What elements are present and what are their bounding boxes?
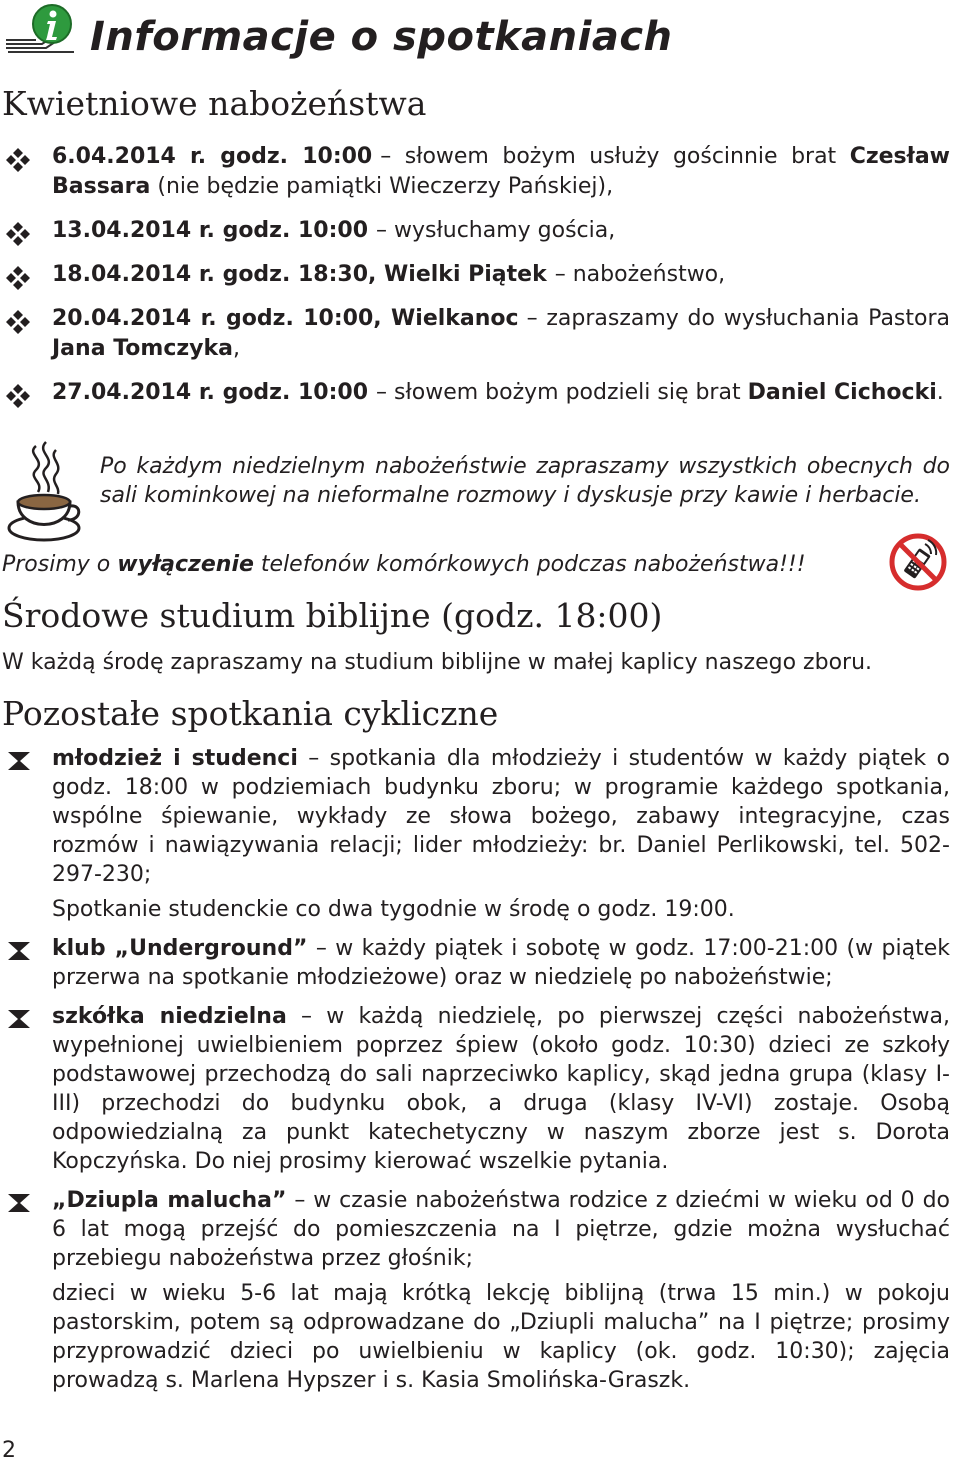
meeting-description: – w każdy piątek i sobotę w godz. 17:00-21:00 (w piątek przerwa na spotkanie młodzieżowe) oraz w niedzielę po nabożeństwie; [52, 936, 950, 990]
date-time: 13.04.2014 r. godz. 10:00 [52, 218, 369, 243]
item-description: – nabożeństwo, [554, 262, 726, 287]
item-description-cont: . [936, 380, 944, 405]
meeting-description: – w każdą niedzielę, po pierwszej części nabożeństwa, wypełnionej uwielbieniem poprzez śpiew (około godz. 10:30) dzieci ze szkoły podstawowej przechodzą do sali naprzeciwko kaplicy, skąd jedna grupa (klasy I-III) przechodzi do budynku obok, a druga (klasy IV-VI) zostaje. Osobą odpowiedzialną za punkt katechetyczny w naszym zborze jest s. Dorota Kopczyńska. Do niej prosimy kierować wszelkie pytania. [52, 1004, 950, 1174]
list-item [0, 304, 960, 364]
coffee-note: Po każdym niedzielnym nabożeństwie zapraszamy wszystkich obecnych do sali kominkowej na nieformalne rozmowy i dyskusje przy kawie i herbacie. [100, 454, 950, 508]
person-name: Jana Tomczyka [52, 336, 233, 361]
person-name: Czesław Bassara [52, 144, 950, 199]
wednesday-text: W każdą środę zapraszamy na studium biblijne w małej kaplicy naszego zboru. [2, 650, 873, 675]
other-section-title: Pozostałe spotkania cykliczne [2, 694, 499, 733]
item-description-cont: (nie będzie pamiątki Wieczerzy Pańskiej), [157, 174, 614, 199]
list-item [0, 378, 960, 408]
diamond-bullet-icon [2, 220, 34, 248]
diamond-bullet-icon [2, 264, 34, 292]
meeting-extra: Spotkanie studenckie co dwa tygodnie w środę o godz. 19:00. [52, 897, 735, 922]
no-phone-icon [888, 532, 948, 592]
meeting-name: klub „Underground” [52, 936, 308, 961]
item-description: – słowem bożym podzieli się brat [376, 380, 741, 405]
date-time: 27.04.2014 r. godz. 10:00 [52, 380, 369, 405]
date-time: 6.04.2014 r. godz. 10:00 [52, 144, 373, 169]
header [0, 0, 960, 80]
list-item [0, 260, 960, 290]
page-number: 2 [2, 1438, 16, 1463]
phone-note [2, 550, 882, 580]
meeting-name: szkółka niedzielna [52, 1004, 287, 1029]
list-item-nest [0, 1186, 960, 1395]
hourglass-bullet-icon [6, 1192, 32, 1214]
item-description: – zapraszamy do wysłuchania Pastora [526, 306, 950, 331]
list-item [0, 142, 960, 202]
meeting-name: „Dziupla malucha” [52, 1188, 287, 1213]
meeting-description: – spotkania dla młodzieży i studentów w każdy piątek o godz. 18:00 w podziemiach budynku zboru; w programie każdego spotkania, wspólne śpiewanie, wykłady ze słowa bożego, zabawy integracyjne, czas rozmów i nawiązywania relacji; lider młodzieży: br. Daniel Perlikowski, tel. 502-297-230; [52, 746, 950, 887]
list-item [0, 216, 960, 246]
list-item-school [0, 1002, 960, 1176]
diamond-bullet-icon [2, 382, 34, 410]
hourglass-bullet-icon [6, 1008, 32, 1030]
other-list [0, 744, 960, 1405]
person-name: Daniel Cichocki [747, 380, 937, 405]
date-time: 18.04.2014 r. godz. 18:30, Wielki Piątek [52, 262, 547, 287]
phone-note-emphasis: wyłączenie [117, 552, 254, 577]
item-description: – słowem bożym usłuży gościnnie brat [380, 144, 837, 169]
info-icon [2, 2, 82, 62]
easter-section-title: Kwietniowe nabożeństwa [2, 84, 427, 123]
wednesday-section-title: Środowe studium biblijne (godz. 18:00) [2, 596, 663, 635]
easter-list [0, 142, 960, 422]
item-description-cont: , [232, 336, 240, 361]
date-time: 20.04.2014 r. godz. 10:00, Wielkanoc [52, 306, 519, 331]
hourglass-bullet-icon [6, 940, 32, 962]
hourglass-bullet-icon [6, 750, 32, 772]
meeting-description: – w czasie nabożeństwa rodzice z dziećmi w wieku od 0 do 6 lat mogą przejść do pomieszczenia na I piętrze, gdzie można wysłuchać przebiegu nabożeństwa przez głośnik; [52, 1188, 950, 1271]
diamond-bullet-icon [2, 308, 34, 336]
diamond-bullet-icon [2, 146, 34, 174]
item-description: – wysłuchamy gościa, [376, 218, 616, 243]
phone-note-post: telefonów komórkowych podczas nabożeństwa!!! [260, 552, 806, 577]
meeting-name: młodzież i studenci [52, 746, 298, 771]
coffee-cup-icon [6, 440, 82, 544]
meeting-extra: dzieci w wieku 5-6 lat mają krótką lekcję biblijną (trwa 15 min.) w pokoju pastorskim, potem są odprowadzane do „Dziupli malucha” na I piętrze; prosimy przyprowadzić dzieci po uwielbieniu w kaplicy (ok. godz. 10:30); zajęcia prowadzą s. Marlena Hypszer i s. Kasia Smolińska-Graszk. [52, 1281, 950, 1393]
phone-note-pre: Prosimy o [2, 552, 111, 577]
list-item-club [0, 934, 960, 992]
page-title: Informacje o spotkaniach [90, 14, 673, 60]
list-item-youth [0, 744, 960, 924]
